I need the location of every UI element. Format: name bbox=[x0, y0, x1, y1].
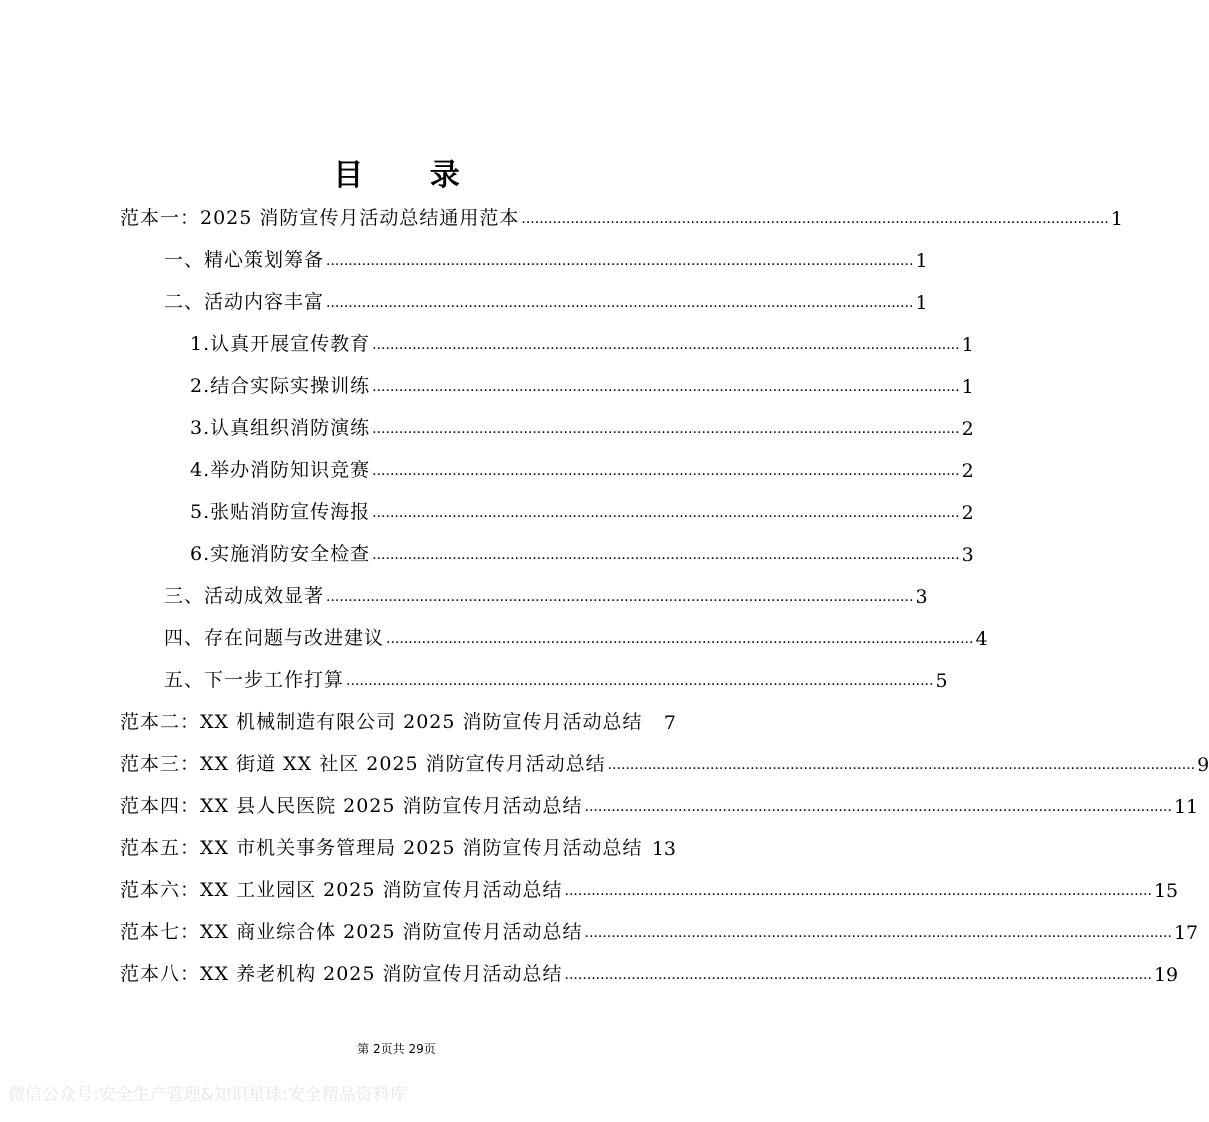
toc-entry-label: 2.结合实际实操训练 bbox=[190, 375, 371, 397]
toc-entry-page: 7 bbox=[663, 712, 676, 734]
toc-leader-dots: .................................................................................................................................... bbox=[564, 967, 1152, 983]
toc-leader-dots: .................................................................................................................................... bbox=[326, 589, 914, 605]
toc-leader-dots: .................................................................................................................................... bbox=[372, 463, 960, 479]
toc-entry[interactable] bbox=[164, 662, 948, 692]
toc-leader-dots: .................................................................................................................................... bbox=[372, 547, 960, 563]
toc-entry-label: 二、活动内容丰富 bbox=[164, 291, 325, 313]
toc-entry[interactable] bbox=[190, 536, 974, 566]
toc-entry[interactable] bbox=[164, 578, 928, 608]
toc-leader-dots: .................................................................................................................................... bbox=[521, 211, 1109, 227]
toc-entry-page: 3 bbox=[961, 544, 974, 566]
toc-entry[interactable] bbox=[190, 410, 974, 440]
toc-entry-label: 范本六：XX 工业园区 2025 消防宣传月活动总结 bbox=[120, 879, 563, 901]
toc-leader-dots: .................................................................................................................................... bbox=[372, 421, 960, 437]
toc-leader-dots bbox=[645, 856, 650, 860]
toc-leader-dots: .................................................................................................................................... bbox=[326, 253, 914, 269]
toc-entry[interactable] bbox=[120, 872, 1179, 902]
toc-entry[interactable] bbox=[164, 284, 928, 314]
toc-entry-label: 范本八：XX 养老机构 2025 消防宣传月活动总结 bbox=[120, 963, 563, 985]
toc-leader-dots: .................................................................................................................................... bbox=[326, 295, 914, 311]
toc-leader-dots: .................................................................................................................................... bbox=[584, 925, 1172, 941]
toc-entry-label: 范本四：XX 县人民医院 2025 消防宣传月活动总结 bbox=[120, 795, 583, 817]
toc-entry-page: 1 bbox=[915, 292, 928, 314]
toc-entry-page: 2 bbox=[961, 460, 974, 482]
toc-leader-dots: .................................................................................................................................... bbox=[372, 337, 960, 353]
toc-entry-page: 11 bbox=[1173, 796, 1199, 818]
toc-leader-dots: .................................................................................................................................... bbox=[607, 757, 1196, 773]
toc-entry[interactable] bbox=[120, 200, 1123, 230]
toc-entry-label: 范本二：XX 机械制造有限公司 2025 消防宣传月活动总结 bbox=[120, 711, 643, 733]
toc-entry-page: 1 bbox=[1110, 208, 1123, 230]
toc-entry-page: 17 bbox=[1173, 922, 1199, 944]
toc-entry-label: 4.举办消防知识竞赛 bbox=[190, 459, 371, 481]
toc-entry[interactable] bbox=[120, 746, 1209, 776]
toc-entry[interactable] bbox=[164, 620, 988, 650]
toc-entry-label: 6.实施消防安全检查 bbox=[190, 543, 371, 565]
toc-entry[interactable] bbox=[190, 494, 974, 524]
toc-leader-dots: .................................................................................................................................... bbox=[346, 673, 934, 689]
toc-entry[interactable] bbox=[190, 452, 974, 482]
toc-entry-page: 5 bbox=[935, 670, 948, 692]
toc-entry-label: 四、存在问题与改进建议 bbox=[164, 627, 385, 649]
toc-entry-label: 范本七：XX 商业综合体 2025 消防宣传月活动总结 bbox=[120, 921, 583, 943]
toc-leader-dots: .................................................................................................................................... bbox=[584, 799, 1172, 815]
toc-entry[interactable] bbox=[120, 788, 1199, 818]
toc-title: 目 录 bbox=[333, 158, 488, 193]
toc-entry-page: 9 bbox=[1197, 754, 1209, 776]
toc-entry-page: 1 bbox=[961, 334, 974, 356]
toc-leader-dots: .................................................................................................................................... bbox=[386, 631, 974, 647]
page-footer: 第 2页共 29页 bbox=[357, 1042, 436, 1056]
toc-entry-label: 3.认真组织消防演练 bbox=[190, 417, 371, 439]
toc-entry-label: 范本三：XX 街道 XX 社区 2025 消防宣传月活动总结 bbox=[120, 753, 606, 775]
toc-entry-label: 范本五：XX 市机关事务管理局 2025 消防宣传月活动总结 bbox=[120, 837, 643, 859]
toc-entry-label: 五、下一步工作打算 bbox=[164, 669, 345, 691]
toc-leader-dots: .................................................................................................................................... bbox=[372, 379, 960, 395]
toc-entry[interactable] bbox=[120, 704, 676, 734]
toc-entry[interactable] bbox=[190, 326, 974, 356]
toc-entry[interactable] bbox=[120, 830, 676, 860]
toc-leader-dots bbox=[645, 730, 662, 734]
toc-entry-page: 15 bbox=[1153, 880, 1179, 902]
toc-entry-page: 19 bbox=[1153, 964, 1179, 986]
toc-entry-page: 1 bbox=[961, 376, 974, 398]
toc-entry-label: 5.张贴消防宣传海报 bbox=[190, 501, 371, 523]
toc-entry-page: 4 bbox=[975, 628, 988, 650]
toc-entry[interactable] bbox=[164, 242, 928, 272]
toc-entry-label: 范本一：2025 消防宣传月活动总结通用范本 bbox=[120, 207, 520, 229]
toc-entry-page: 13 bbox=[651, 838, 676, 860]
toc-entry-page: 1 bbox=[915, 250, 928, 272]
toc-entry-label: 一、精心策划筹备 bbox=[164, 249, 325, 271]
toc-entry-page: 2 bbox=[961, 502, 974, 524]
watermark-text: 微信公众号:安全生产管理&知识星球:安全精品资料库 bbox=[8, 1085, 407, 1105]
toc-entry[interactable] bbox=[120, 914, 1199, 944]
toc-entry-label: 1.认真开展宣传教育 bbox=[190, 333, 371, 355]
toc-entry-page: 3 bbox=[915, 586, 928, 608]
toc-entry-page: 2 bbox=[961, 418, 974, 440]
toc-leader-dots: .................................................................................................................................... bbox=[564, 883, 1152, 899]
toc-entry[interactable] bbox=[120, 956, 1179, 986]
toc-leader-dots: .................................................................................................................................... bbox=[372, 505, 960, 521]
toc-entry[interactable] bbox=[190, 368, 974, 398]
toc-entry-label: 三、活动成效显著 bbox=[164, 585, 325, 607]
